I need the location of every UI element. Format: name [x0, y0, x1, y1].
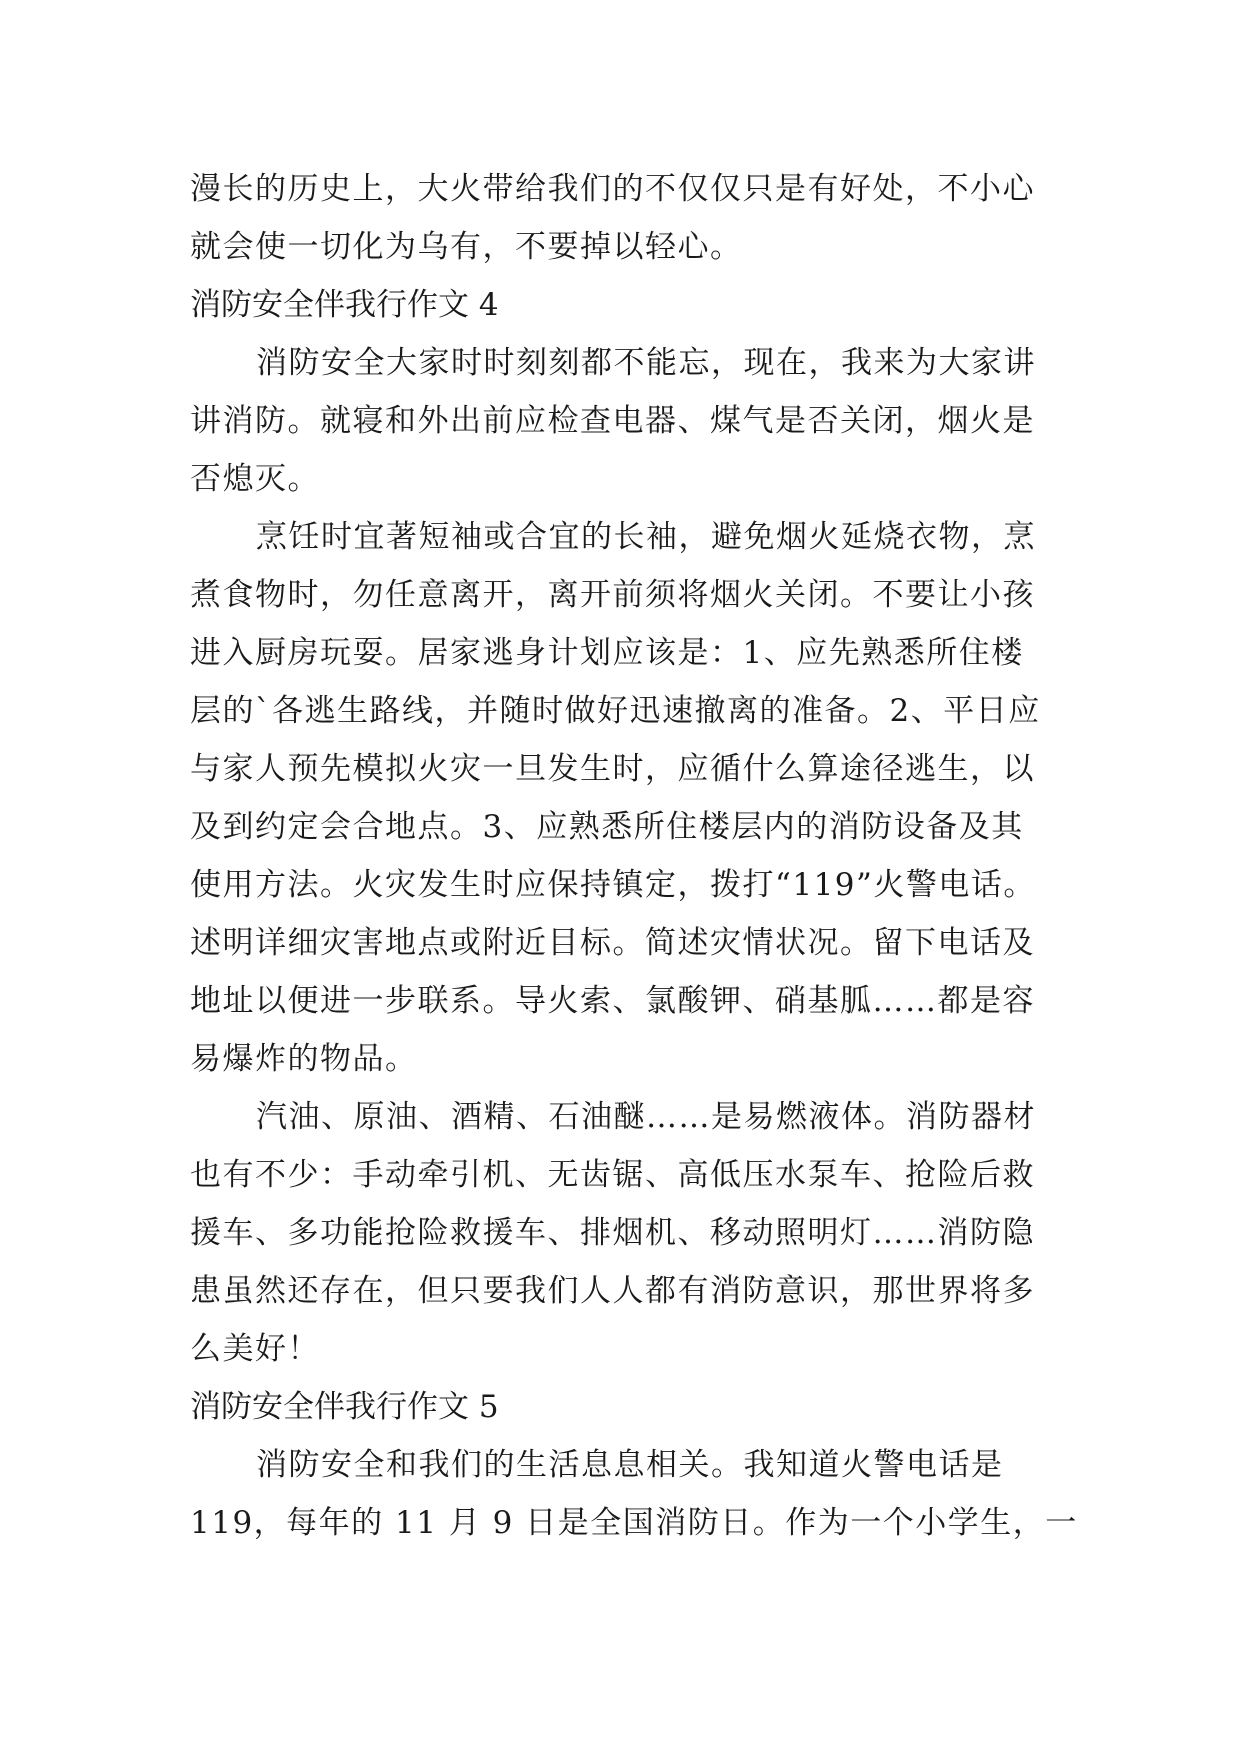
text-line: 层的`各逃生路线，并随时做好迅速撤离的准备。2、平日应	[190, 693, 1041, 729]
text-line: 易爆炸的物品。	[190, 1041, 418, 1077]
text-line: 漫长的历史上，大火带给我们的不仅仅只是有好处，不小心	[190, 171, 1035, 207]
text-line: 与家人预先模拟火灾一旦发生时，应循什么算途径逃生，以	[190, 751, 1035, 787]
text-line: 就会使一切化为乌有，不要掉以轻心。	[190, 229, 743, 265]
text-line: 否熄灭。	[190, 461, 320, 497]
text-line: 讲消防。就寝和外出前应检查电器、煤气是否关闭，烟火是	[190, 403, 1035, 439]
text-line: 119，每年的 11 月 9 日是全国消防日。作为一个小学生，一	[190, 1505, 1078, 1541]
text-line: 煮食物时，勿任意离开，离开前须将烟火关闭。不要让小孩	[190, 577, 1035, 613]
text-line: 汽油、原油、酒精、石油醚……是易燃液体。消防器材	[256, 1099, 1036, 1135]
text-line: 援车、多功能抢险救援车、排烟机、移动照明灯……消防隐	[190, 1215, 1035, 1251]
text-line: 述明详细灾害地点或附近目标。简述灾情状况。留下电话及	[190, 925, 1035, 961]
text-line: 烹饪时宜著短袖或合宜的长袖，避免烟火延烧衣物，烹	[256, 519, 1036, 555]
text-line: 患虽然还存在，但只要我们人人都有消防意识，那世界将多	[190, 1273, 1035, 1309]
text-line: 也有不少：手动牵引机、无齿锯、高低压水泵车、抢险后救	[190, 1157, 1035, 1193]
text-line: 及到约定会合地点。3、应熟悉所住楼层内的消防设备及其	[190, 809, 1024, 845]
text-line: 消防安全大家时时刻刻都不能忘，现在，我来为大家讲	[256, 345, 1036, 381]
text-line: 进入厨房玩耍。居家逃身计划应该是：1、应先熟悉所住楼	[190, 635, 1024, 671]
text-line: 使用方法。火灾发生时应保持镇定，拨打“119”火警电话。	[190, 867, 1036, 903]
document-page	[190, 160, 1078, 1552]
text-line: 消防安全和我们的生活息息相关。我知道火警电话是	[256, 1447, 1004, 1483]
section-heading: 消防安全伴我行作文 4	[190, 287, 499, 323]
section-heading: 消防安全伴我行作文 5	[190, 1389, 499, 1425]
text-line: 么美好！	[190, 1331, 320, 1367]
text-line: 地址以便进一步联系。导火索、氯酸钾、硝基胍……都是容	[190, 983, 1035, 1019]
